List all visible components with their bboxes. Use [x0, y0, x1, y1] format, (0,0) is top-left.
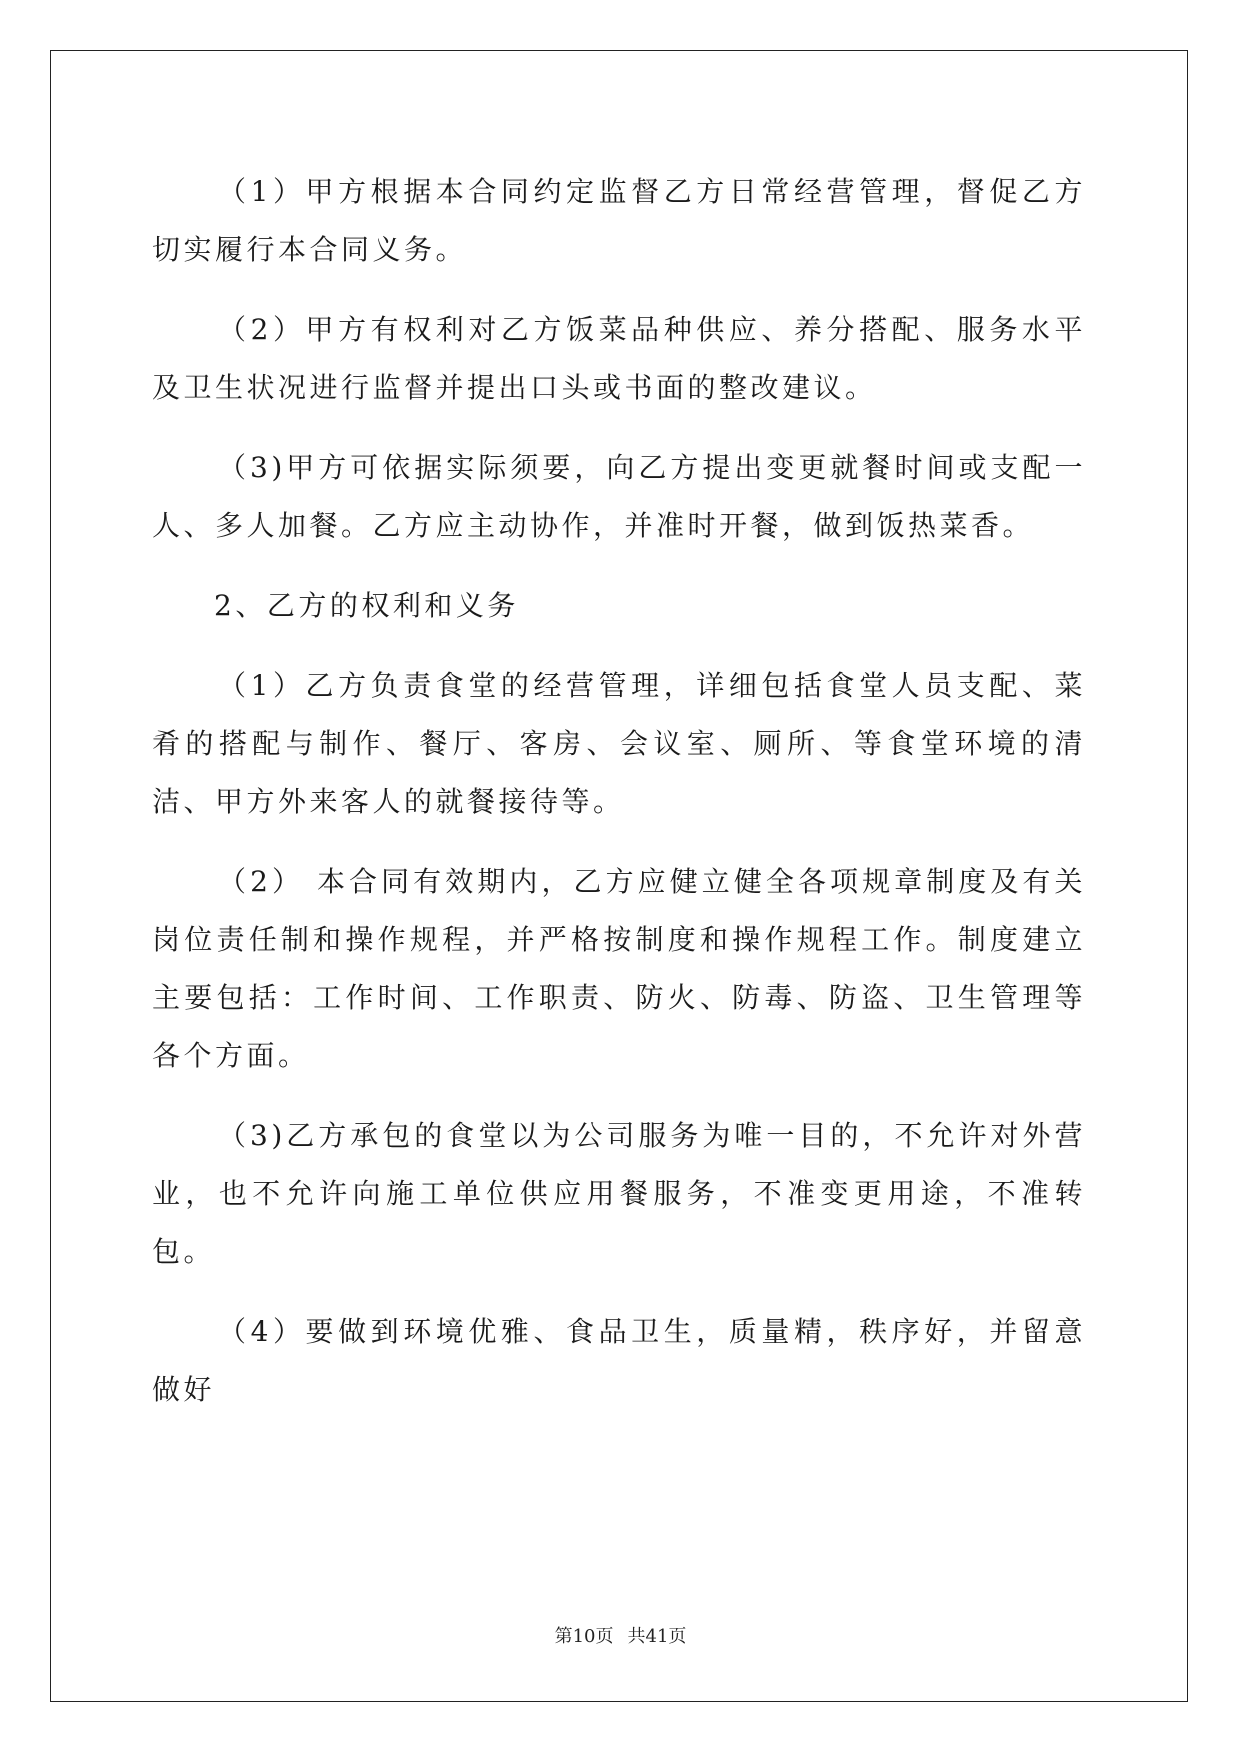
- section-heading: 2、乙方的权利和义务: [214, 589, 519, 622]
- paragraph-2: （2）甲方有权利对乙方饭菜品种供应、养分搭配、服务水平及卫生状况进行监督并提出口头或书面的整改建议。: [152, 313, 1086, 404]
- page-footer: [0, 1622, 1241, 1648]
- paragraph-4: （1）乙方负责食堂的经营管理，详细包括食堂人员支配、菜肴的搭配与制作、餐厅、客房、会议室、厕所、等食堂环境的清洁、甲方外来客人的就餐接待等。: [152, 669, 1086, 818]
- document-body: [152, 163, 1086, 1441]
- page-total: 共41页: [627, 1626, 687, 1647]
- page-number: 第10页: [554, 1626, 614, 1647]
- paragraph-1: （1）甲方根据本合同约定监督乙方日常经营管理，督促乙方切实履行本合同义务。: [152, 175, 1086, 266]
- paragraph-3: （3)甲方可依据实际须要，向乙方提出变更就餐时间或支配一人、多人加餐。乙方应主动协作，并准时开餐，做到饭热菜香。: [152, 451, 1086, 542]
- paragraph-5: （2） 本合同有效期内，乙方应健立健全各项规章制度及有关岗位责任制和操作规程，并严格按制度和操作规程工作。制度建立主要包括：工作时间、工作职责、防火、防毒、防盗、卫生管理等各个方面。: [152, 865, 1086, 1072]
- paragraph-7: （4）要做到环境优雅、食品卫生，质量精，秩序好，并留意做好: [152, 1315, 1086, 1406]
- paragraph-6: （3)乙方承包的食堂以为公司服务为唯一目的，不允许对外营业，也不允许向施工单位供应用餐服务，不准变更用途，不准转包。: [152, 1119, 1086, 1268]
